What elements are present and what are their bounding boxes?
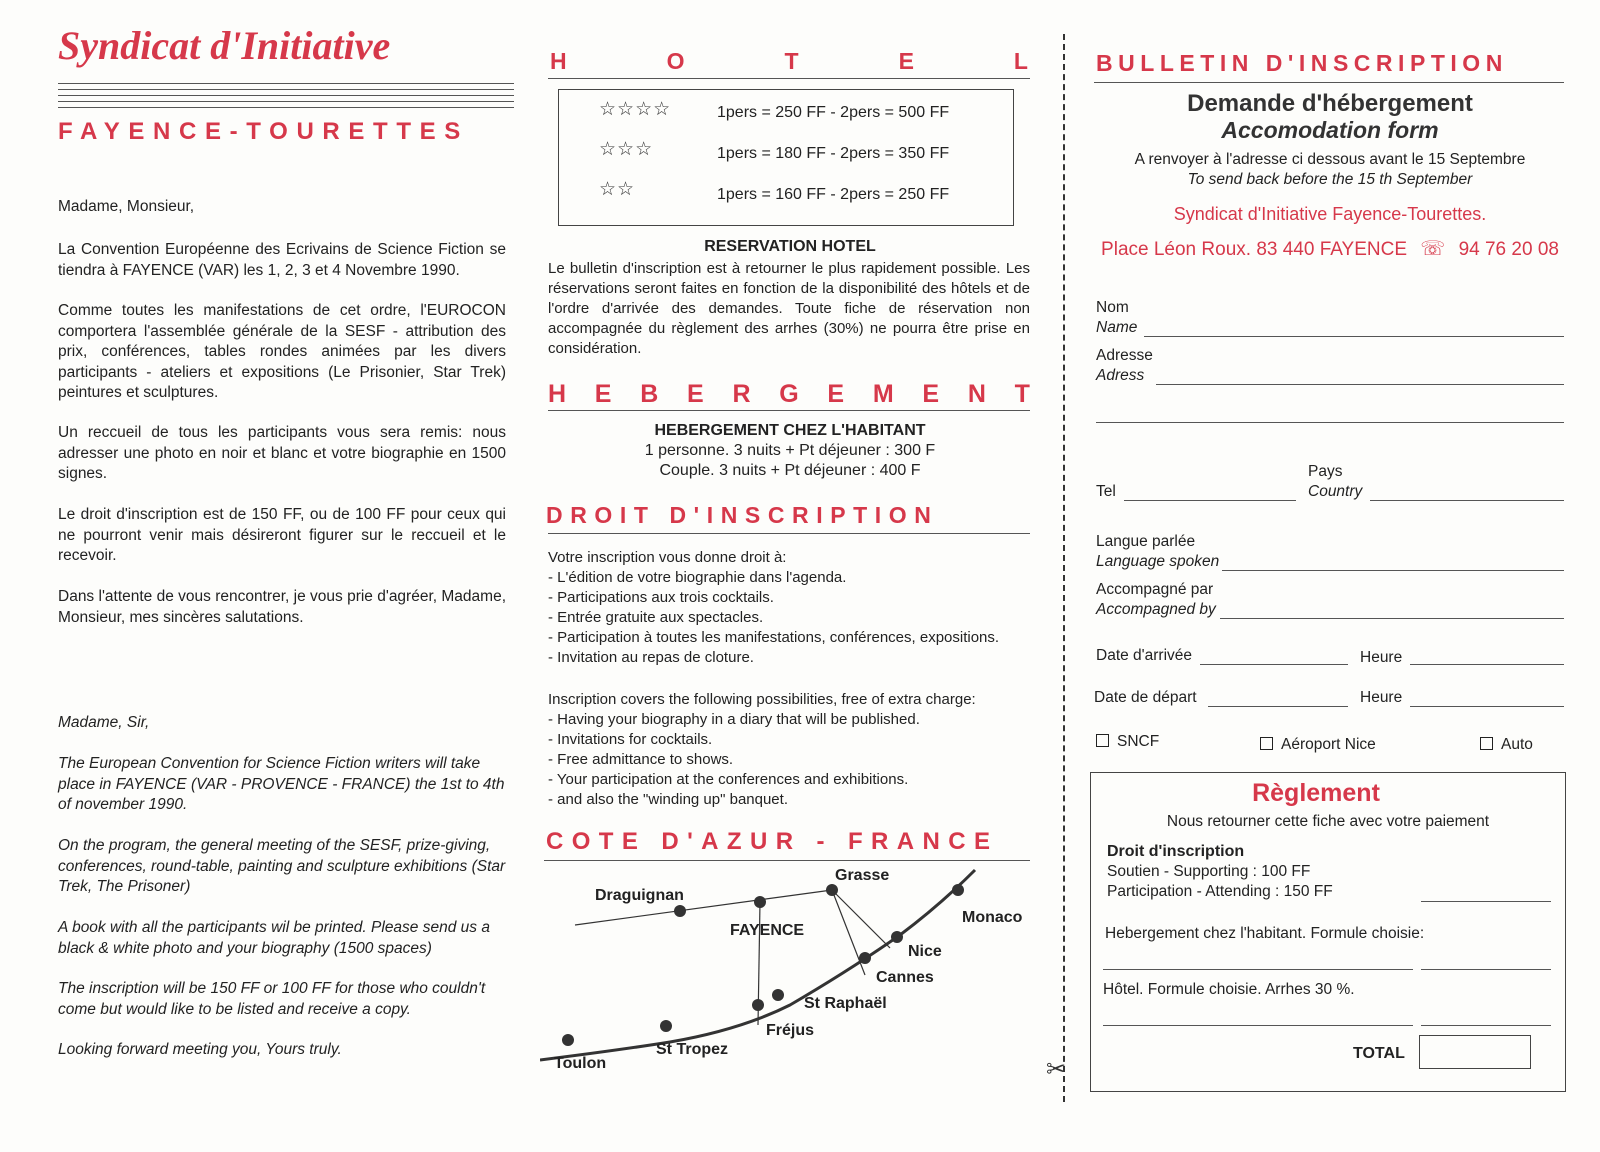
hebergement-subtitle: HEBERGEMENT CHEZ L'HABITANT [654, 422, 926, 439]
reservation-text: Le bulletin d'inscription est à retourner le plus rapidement possible. Les réservations seront faites en fonction de la disponibilité des hôtels et de l'ordre d'arrivée des demandes. Toute fiche de réservation non accompagnée du règlement des arrhes (30%) ne pourra être prise en considération. [548, 260, 1030, 357]
reservation-title: RESERVATION HOTEL [704, 238, 876, 255]
town-title: FAYENCE-TOURETTES [58, 118, 469, 145]
hebergement-amount-field[interactable] [1421, 969, 1551, 970]
fr-paragraph-4: Le droit d'inscription est de 150 FF, ou de 100 FF pour ceux qui ne pourront venir mais désireront figurer sur le reccueil et le recevoir. [58, 506, 506, 564]
country-label: Country [1308, 483, 1363, 500]
hotel-rates-box [558, 89, 1014, 226]
four-star-icon: ☆☆☆☆ [599, 99, 672, 120]
divider [58, 101, 514, 102]
label-grasse: Grasse [835, 867, 890, 884]
hotel-amount-field[interactable] [1421, 1025, 1551, 1026]
three-star-icon: ☆☆☆ [599, 139, 654, 160]
org-phone: 94 76 20 08 [1458, 239, 1559, 260]
total-label: TOTAL [1353, 1045, 1405, 1062]
road [832, 890, 865, 975]
total-field[interactable] [1419, 1035, 1531, 1069]
departure-date-field[interactable] [1208, 706, 1348, 707]
rate-three-star: 1pers = 180 FF - 2pers = 350 FF [717, 145, 950, 162]
covers-item: - and also the "winding up" banquet. [548, 791, 788, 808]
en-paragraph-2: On the program, the general meeting of the SESF, prize-giving, conferences, round-table, painting and sculpture exhibitions (Star Trek, The Prisoner) [58, 837, 506, 895]
left-panel [0, 0, 520, 1152]
hebergement-choice-field[interactable] [1103, 969, 1413, 970]
bulletin-title: BULLETIN D'INSCRIPTION [1096, 50, 1508, 76]
droit-amount-field[interactable] [1421, 901, 1551, 902]
aeroport-label: Aéroport Nice [1281, 736, 1376, 753]
droit-item: - Participations aux trois cocktails. [548, 589, 774, 606]
label-draguignan: Draguignan [595, 887, 684, 904]
label-nice: Nice [908, 943, 942, 960]
two-star-icon: ☆☆ [599, 179, 636, 200]
divider [548, 78, 1030, 79]
town-dot-grasse [826, 884, 838, 896]
language-field[interactable] [1222, 570, 1564, 571]
departure-time-field[interactable] [1410, 706, 1564, 707]
en-greeting: Madame, Sir, [58, 714, 150, 731]
form-title-en: Accomodation form [1221, 117, 1439, 143]
participation-option: Participation - Attending : 150 FF [1107, 883, 1333, 900]
covers-intro: Inscription covers the following possibilities, free of extra charge: [548, 691, 976, 708]
hotel-title: H O T E L [550, 48, 1028, 74]
covers-item: - Having your biography in a diary that will be published. [548, 711, 920, 728]
checkbox-icon [1480, 737, 1493, 750]
arrival-date-field[interactable] [1200, 664, 1348, 665]
en-paragraph-1: The European Convention for Science Fiction writers will take place in FAYENCE (VAR - PROVENCE - FRANCE) the 1st to 4th of november 1990. [58, 755, 505, 813]
covers-item: - Invitations for cocktails. [548, 731, 713, 748]
road [832, 890, 890, 948]
hebergement-title: H E B E R G E M E N T [548, 380, 1030, 408]
droit-label: Droit d'inscription [1107, 843, 1245, 860]
covers-item: - Your participation at the conferences and exhibitions. [548, 771, 909, 788]
depart-label: Date de départ [1094, 689, 1197, 706]
org-name: Syndicat d'Initiative Fayence-Tourettes. [1173, 204, 1487, 224]
divider [58, 83, 514, 84]
label-fayence: FAYENCE [730, 922, 805, 939]
brand-title: Syndicat d'Initiative [58, 23, 391, 68]
checkbox-icon [1096, 734, 1109, 747]
phone-icon: ☏ [1420, 238, 1446, 260]
reglement-subtitle: Nous retourner cette fiche avec votre paiement [1166, 813, 1490, 830]
accompagned-field[interactable] [1220, 618, 1564, 619]
arrivee-label: Date d'arrivée [1096, 647, 1193, 664]
fr-paragraph-3: Un reccueil de tous les participants vous sera remis: nous adresser une photo en noir et blanc et votre biographie en 1500 signes. [58, 424, 506, 482]
map-title: COTE D'AZUR - FRANCE [546, 828, 999, 855]
tel-field[interactable] [1124, 500, 1296, 501]
fr-paragraph-2: Comme toutes les manifestations de cet ordre, l'EUROCON comportera l'assemblée générale de la SESF - attribution des prix, conférences, tables rondes animées par les divers participants - ateliers et expositions (Le Prisonier, Star Trek) peintures et sculptures. [58, 302, 506, 401]
hebergement-choice: Hebergement chez l'habitant. Formule choisie: [1105, 925, 1425, 942]
address-field[interactable] [1156, 384, 1564, 385]
en-paragraph-4: The inscription will be 150 FF or 100 FF for those who couldn't come but would like to be listed and receive a copy. [58, 980, 486, 1018]
heure-label: Heure [1360, 649, 1403, 666]
droit-item: - Participation à toutes les manifestations, conférences, expositions. [548, 629, 1000, 646]
hebergement-line-2: Couple. 3 nuits + Pt déjeuner : 400 F [659, 462, 921, 479]
droit-intro: Votre inscription vous donne droit à: [548, 549, 787, 566]
label-straphael: St Raphaël [804, 995, 887, 1012]
label-frejus: Fréjus [766, 1022, 815, 1039]
sncf-label: SNCF [1117, 733, 1160, 750]
town-dot-cannes [859, 952, 871, 964]
rate-four-star: 1pers = 250 FF - 2pers = 500 FF [717, 104, 950, 121]
address-field-2[interactable] [1096, 422, 1564, 423]
town-dot-frejus [752, 999, 764, 1011]
covers-item: - Free admittance to shows. [548, 751, 734, 768]
droit-list [548, 548, 1030, 668]
droit-title: DROIT D'INSCRIPTION [546, 502, 939, 528]
divider [548, 410, 1030, 411]
return-fr: A renvoyer à l'adresse ci dessous avant le 15 Septembre [1134, 151, 1526, 168]
aeroport-checkbox[interactable] [1260, 735, 1376, 755]
covers-list [548, 690, 1030, 810]
accompagne-label: Accompagné par [1096, 581, 1214, 598]
town-dot-nice [891, 931, 903, 943]
cut-line [1063, 34, 1065, 1102]
country-field[interactable] [1370, 500, 1564, 501]
town-dot-straphael [772, 989, 784, 1001]
accompagned-label: Accompagned by [1096, 601, 1216, 618]
rate-two-star: 1pers = 160 FF - 2pers = 250 FF [717, 186, 950, 203]
auto-checkbox[interactable] [1480, 735, 1533, 755]
langue-label: Langue parlée [1096, 533, 1196, 550]
fr-paragraph-1: La Convention Européenne des Ecrivains de Science Fiction se tiendra à FAYENCE (VAR) les 1, 2, 3 et 4 Novembre 1990. [58, 241, 506, 279]
middle-panel [540, 0, 1040, 1152]
tel-label: Tel [1096, 483, 1116, 500]
en-paragraph-5: Looking forward meeting you, Yours truly. [58, 1041, 342, 1058]
region-map [540, 860, 1040, 1090]
name-field[interactable] [1144, 336, 1564, 337]
hotel-choice-field[interactable] [1103, 1025, 1413, 1026]
fr-paragraph-5: Dans l'attente de vous rencontrer, je vous prie d'agréer, Madame, Monsieur, mes sincères salutations. [58, 588, 506, 626]
arrival-time-field[interactable] [1410, 664, 1564, 665]
auto-label: Auto [1501, 736, 1533, 753]
label-cannes: Cannes [876, 969, 934, 986]
town-dot-toulon [562, 1034, 574, 1046]
divider [58, 107, 514, 108]
town-dot-draguignan [674, 905, 686, 917]
scissors-icon: ✂ [1046, 1056, 1067, 1083]
reglement-box [1090, 772, 1566, 1092]
return-en: To send back before the 15 th September [1187, 171, 1473, 188]
soutien-option: Soutien - Supporting : 100 FF [1107, 863, 1311, 880]
form-title-fr: Demande d'hébergement [1187, 90, 1473, 117]
heure-label: Heure [1360, 689, 1403, 706]
nom-label: Nom [1096, 299, 1129, 316]
hebergement-line-1: 1 personne. 3 nuits + Pt déjeuner : 300 F [644, 442, 936, 459]
pays-label: Pays [1308, 463, 1343, 480]
town-dot-fayence [754, 896, 766, 908]
town-dot-sttropez [660, 1020, 672, 1032]
right-panel [1080, 0, 1580, 1152]
divider [58, 89, 514, 90]
name-label: Name [1096, 319, 1138, 336]
droit-item: - L'édition de votre biographie dans l'agenda. [548, 569, 847, 586]
reglement-title: Règlement [1252, 779, 1380, 807]
label-sttropez: St Tropez [656, 1041, 729, 1058]
divider [1094, 82, 1564, 83]
divider [548, 533, 1030, 534]
adresse-label: Adresse [1096, 347, 1153, 364]
town-dot-monaco [952, 884, 964, 896]
hotel-choice: Hôtel. Formule choisie. Arrhes 30 %. [1103, 981, 1355, 998]
checkbox-icon [1260, 737, 1273, 750]
org-contact [1080, 236, 1580, 261]
label-monaco: Monaco [962, 909, 1023, 926]
droit-item: - Entrée gratuite aux spectacles. [548, 609, 764, 626]
org-address: Place Léon Roux. 83 440 FAYENCE [1101, 239, 1407, 260]
droit-item: - Invitation au repas de cloture. [548, 649, 754, 666]
language-label: Language spoken [1096, 553, 1220, 570]
label-toulon: Toulon [554, 1055, 607, 1072]
adress-label: Adress [1096, 367, 1145, 384]
fr-greeting: Madame, Monsieur, [58, 198, 195, 215]
divider [58, 95, 514, 96]
en-paragraph-3: A book with all the participants wil be printed. Please send us a black & white photo and your biography (1500 spaces) [58, 919, 490, 957]
sncf-checkbox[interactable] [1096, 732, 1159, 752]
